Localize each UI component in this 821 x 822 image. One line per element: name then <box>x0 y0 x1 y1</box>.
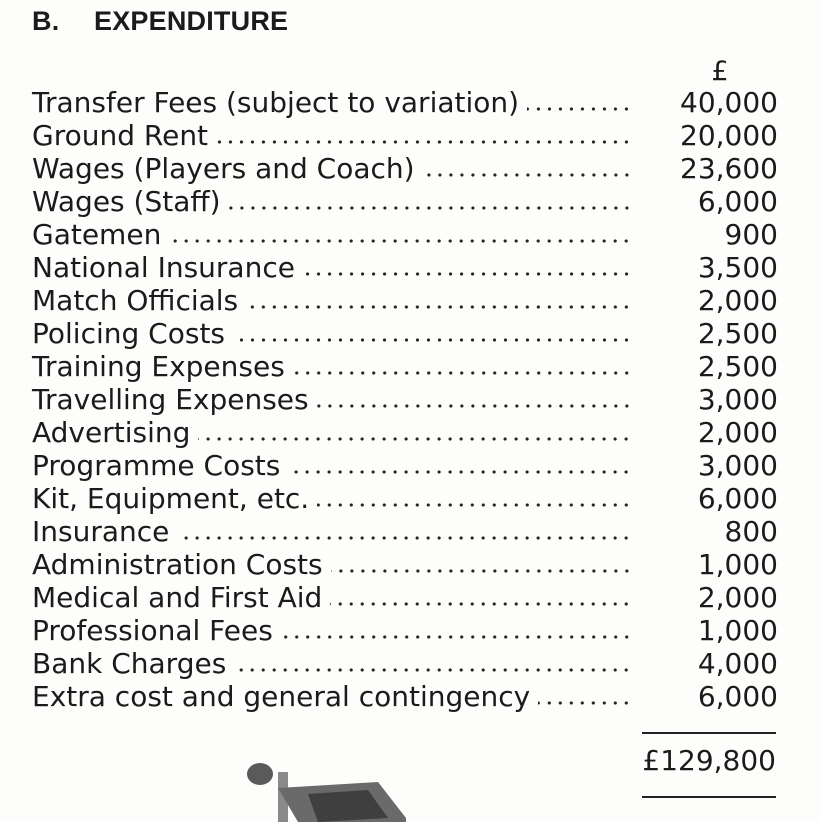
expenditure-amount: 6,000 <box>697 185 778 218</box>
expenditure-label: Match Officials <box>32 284 239 317</box>
expenditure-label: Programme Costs <box>32 449 281 482</box>
expenditure-amount: 20,000 <box>680 119 778 152</box>
expenditure-label: Gatemen <box>32 218 162 251</box>
expenditure-list <box>32 86 778 713</box>
dot-leader <box>177 534 632 542</box>
currency-symbol: £ <box>711 56 729 87</box>
expenditure-label: Wages (Staff) <box>32 185 221 218</box>
dot-leader <box>288 468 632 476</box>
expenditure-row <box>32 86 778 119</box>
expenditure-row <box>32 284 778 317</box>
expenditure-label: Kit, Equipment, etc. <box>32 482 310 515</box>
expenditure-label: Extra cost and general contingency <box>32 680 531 713</box>
dot-leader <box>229 204 632 212</box>
dot-leader <box>233 336 632 344</box>
expenditure-row <box>32 680 778 713</box>
expenditure-amount: 2,500 <box>697 350 778 383</box>
expenditure-row <box>32 251 778 284</box>
expenditure-amount: 2,000 <box>697 581 778 614</box>
dot-leader <box>246 303 632 311</box>
section-title: EXPENDITURE <box>94 6 289 36</box>
dot-leader <box>293 369 632 377</box>
expenditure-row <box>32 581 778 614</box>
expenditure-amount: 2,500 <box>697 317 778 350</box>
section-heading <box>32 6 288 37</box>
expenditure-label: Wages (Players and Coach) <box>32 152 415 185</box>
expenditure-row <box>32 218 778 251</box>
expenditure-amount: 40,000 <box>680 86 778 119</box>
dot-leader <box>317 402 632 410</box>
expenditure-amount: 2,000 <box>697 416 778 449</box>
expenditure-label: Administration Costs <box>32 548 323 581</box>
dot-leader <box>317 501 632 509</box>
expenditure-label: National Insurance <box>32 251 295 284</box>
expenditure-amount: 900 <box>724 218 778 251</box>
dot-leader <box>330 600 632 608</box>
dot-leader <box>423 171 632 179</box>
dot-leader <box>234 666 632 674</box>
expenditure-amount: 6,000 <box>697 482 778 515</box>
expenditure-label: Advertising <box>32 416 191 449</box>
expenditure-label: Insurance <box>32 515 170 548</box>
expenditure-label: Medical and First Aid <box>32 581 323 614</box>
total-rule-top <box>642 732 776 734</box>
expenditure-label: Bank Charges <box>32 647 227 680</box>
expenditure-row <box>32 119 778 152</box>
photo-fragment-icon <box>238 758 408 822</box>
expenditure-row <box>32 647 778 680</box>
dot-leader <box>538 699 632 707</box>
expenditure-amount: 800 <box>724 515 778 548</box>
dot-leader <box>331 567 632 575</box>
expenditure-amount: 6,000 <box>697 680 778 713</box>
total-rule-bottom <box>642 796 776 798</box>
expenditure-amount: 3,500 <box>697 251 778 284</box>
dot-leader <box>281 633 632 641</box>
expenditure-row <box>32 152 778 185</box>
expenditure-amount: 4,000 <box>697 647 778 680</box>
expenditure-row <box>32 416 778 449</box>
expenditure-label: Travelling Expenses <box>32 383 309 416</box>
expenditure-row <box>32 350 778 383</box>
expenditure-label: Ground Rent <box>32 119 209 152</box>
expenditure-amount: 3,000 <box>697 383 778 416</box>
dot-leader <box>303 270 632 278</box>
expenditure-label: Policing Costs <box>32 317 226 350</box>
expenditure-amount: 2,000 <box>697 284 778 317</box>
expenditure-amount: 3,000 <box>697 449 778 482</box>
total-amount: £129,800 <box>642 744 776 777</box>
expenditure-label: Transfer Fees (subject to variation) <box>32 86 520 119</box>
expenditure-amount: 1,000 <box>697 548 778 581</box>
expenditure-row <box>32 482 778 515</box>
section-letter: B. <box>32 6 60 36</box>
dot-leader <box>169 237 632 245</box>
expenditure-label: Training Expenses <box>32 350 285 383</box>
expenditure-row <box>32 449 778 482</box>
dot-leader <box>527 105 632 113</box>
expenditure-row <box>32 383 778 416</box>
expenditure-row <box>32 317 778 350</box>
expenditure-row <box>32 185 778 218</box>
expenditure-row <box>32 614 778 647</box>
expenditure-amount: 23,600 <box>680 152 778 185</box>
expenditure-amount: 1,000 <box>697 614 778 647</box>
dot-leader <box>216 138 632 146</box>
dot-leader <box>198 435 632 443</box>
expenditure-row <box>32 548 778 581</box>
expenditure-row <box>32 515 778 548</box>
expenditure-label: Professional Fees <box>32 614 273 647</box>
